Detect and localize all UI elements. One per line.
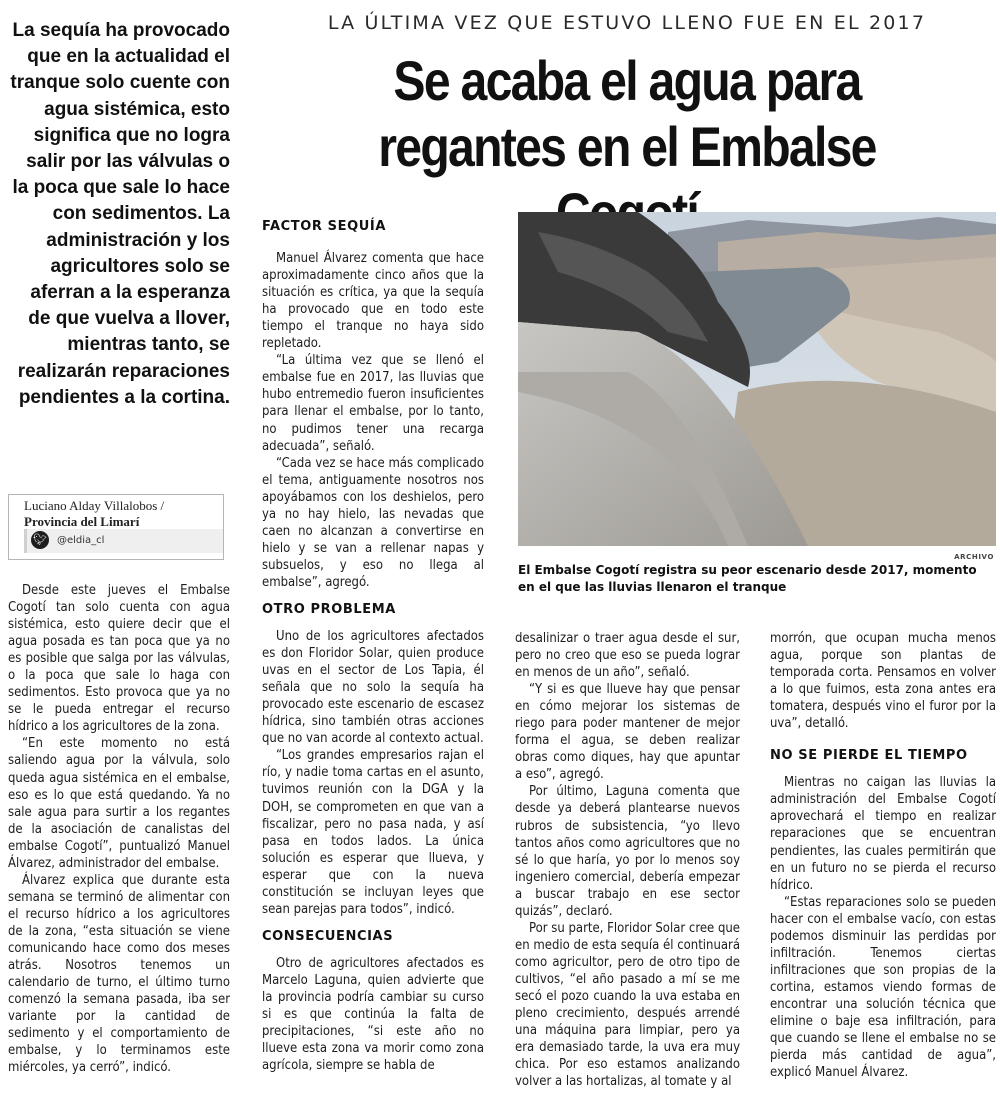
paragraph: Por su parte, Floridor Solar cree que en medio de esta sequía él continuará como agricultor, pero de otro tipo de cultivos, “el año pasado a mí se me secó el pozo cuando la uva estaba en pleno crecimiento, después arrendé una máquina para limpiar, pero ya era demasiado tarde, la uva era muy chica. Por eso estamos analizando volver a las hortalizas, al tomate y al	[515, 920, 740, 1090]
paragraph: Desde este jueves el Embalse Cogotí tan solo cuenta con agua sistémica, esto quiere decir que el agua posada es tan poca que ya no es posible que salga por las válvulas, o la poca que sale lo haga con sedimentos. Esto provoca que ya no se le pueda entregar el recurso hídrico a los agricultores de la zona.	[8, 583, 230, 735]
reservoir-photo	[518, 212, 996, 546]
paragraph: Otro de agricultores afectados es Marcelo Laguna, quien advierte que la provincia podría cambiar su curso si es que continúa la falta de precipitaciones, “si este año no llueve esta zona va morir como zona agrícola, siempre se habla de	[262, 955, 484, 1074]
kicker: LA ÚLTIMA VEZ QUE ESTUVO LLENO FUE EN EL 2017	[327, 12, 927, 34]
paragraph: “En este momento no está saliendo agua por la válvula, solo queda agua sistémica en el embalse, eso es lo que está quedando. Ya no sale agua para surtir a los regantes de la asociación de canalistas del embalse Cogotí”, puntualizó Manuel Álvarez, administrador del embalse.	[8, 736, 230, 871]
paragraph: “Estas reparaciones solo se pueden hacer con el embalse vacío, con estas podemos disminuir las perdidas por infiltración. Tenemos ciertas infiltraciones que son propias de la cortina, estamos viendo formas de encontrar una solución técnica que elimine o baje esa infiltración, para que cuando se llene el embalse no se pierda más cantidad de agua”, explicó Manuel Álvarez.	[770, 894, 996, 1081]
paragraph: Mientras no caigan las lluvias la administración del Embalse Cogotí aprovechará el tiempo en realizar reparaciones que se encuentran pendientes, las cuales permitirán que en un futuro no se pierda el recurso hídrico.	[770, 775, 996, 893]
reservoir-photo-illustration	[518, 212, 996, 546]
paragraph: morrón, que ocupan mucha menos agua, porque son plantas de temporada corta. Pensamos en volver a lo que fuimos, esta zona antes era tomatera, después vino el furor por la uva”, detalló.	[770, 631, 996, 732]
article-column-4	[770, 630, 996, 1081]
pull-quote: La sequía ha provocado que en la actualidad el tranque solo cuente con agua sistémica, esto significa que no logra salir por las válvulas o la poca que sale lo hace con sedimentos. La administración y los agricultores solo se aferran a la esperanza de que vuelva a llover, mientras tanto, se realizarán reparaciones pendientes a la cortina.	[10, 20, 230, 408]
byline-box	[8, 494, 224, 560]
byline-author: Luciano Alday Villalobos /	[24, 498, 165, 513]
byline-section: Provincia del Limarí	[24, 514, 140, 529]
paragraph: Uno de los agricultores afectados es don Floridor Solar, quien produce uvas en el sector de Los Tapia, él señala que no solo la sequía ha provocado este escenario de escasez hídrica, sino también otras acciones que no van acorde al contexto actual.	[262, 629, 484, 747]
twitter-bird-icon: 🐦︎	[31, 531, 49, 549]
photo-caption: El Embalse Cogotí registra su peor escenario desde 2017, momento en el que las lluvias llenaron el tranque	[518, 563, 977, 594]
paragraph: desalinizar o traer agua desde el sur, pero no creo que eso se pueda lograr en menos de un año”, señaló.	[515, 631, 740, 681]
paragraph: Por último, Laguna comenta que desde ya deberá plantearse nuevos rubros de subsistencia, “yo llevo tantos años como agricultores que no sé lo que haría, yo por lo menos soy ingeniero comercial, debería empezar a buscar trabajo en ese sector quizás”, declaró.	[515, 784, 740, 919]
subheading-factor-sequia: FACTOR SEQUÍA	[262, 219, 386, 234]
subheading-no-se-pierde: NO SE PIERDE EL TIEMPO	[770, 748, 968, 764]
paragraph: Manuel Álvarez comenta que hace aproximadamente cinco años que la situación es crítica, ya que la sequía ha provocado que en todo este tiempo el tranque no haya sido repletado.	[262, 251, 484, 352]
paragraph: “La última vez que se llenó el embalse fue en 2017, las lluvias que hubo entremedio fueron insuficientes para llenar el embalse, por lo tanto, no pudimos tener una recarga adecuada”, señaló.	[262, 353, 484, 454]
social-handle-box[interactable]	[24, 529, 223, 553]
headline-line-2: regantes en el Embalse	[378, 115, 876, 178]
headline-line-1: Se acaba el agua para	[393, 49, 861, 112]
article-column-3	[515, 630, 740, 1090]
paragraph: “Cada vez se hace más complicado el tema, antiguamente nosotros nos apoyábamos con los deshielos, pero ya no hay hielo, las nevadas que caen no alcanzan a convertirse en hielo y se van a rellenar napas y subsuelos, y eso no llega al embalse”, agregó.	[262, 455, 484, 590]
subheading-otro-problema: OTRO PROBLEMA	[262, 601, 396, 617]
paragraph: “Los grandes empresarios rajan el río, y nadie toma cartas en el asunto, tuvimos reunión con la DGA y la DOH, se comprometen en que van a fiscalizar, pero no pasa nada, y así pasa en todos lados. La única solución es esperar que llueva, y esperar que con la nueva constitución se incluyan leyes que sean parejas para todos”, indicó.	[262, 748, 484, 917]
article-column-2	[262, 218, 484, 1074]
article-column-1	[8, 582, 230, 1076]
subheading-consecuencias: CONSECUENCIAS	[262, 928, 394, 944]
paragraph: “Y si es que llueve hay que pensar en cómo mejorar los sistemas de riego para poder mantener de mejor forma el agua, se deben realizar obras como diques, hay que apuntar a eso”, agregó.	[515, 682, 740, 783]
social-handle: @eldia_cl	[57, 535, 105, 546]
photo-credit: ARCHIVO	[954, 553, 994, 561]
paragraph: Álvarez explica que durante esta semana se terminó de alimentar con el recurso hídrico a los agricultores de la zona, “esta situación se viene comunicando hace como dos meses atrás. Nosotros tenemos un calendario de turno, el último turno comenzó la semana pasada, iba ser variante por la cantidad de sedimento y el comportamiento de embalse, y lo terminamos este miércoles, ya cerró”, indicó.	[8, 872, 230, 1076]
